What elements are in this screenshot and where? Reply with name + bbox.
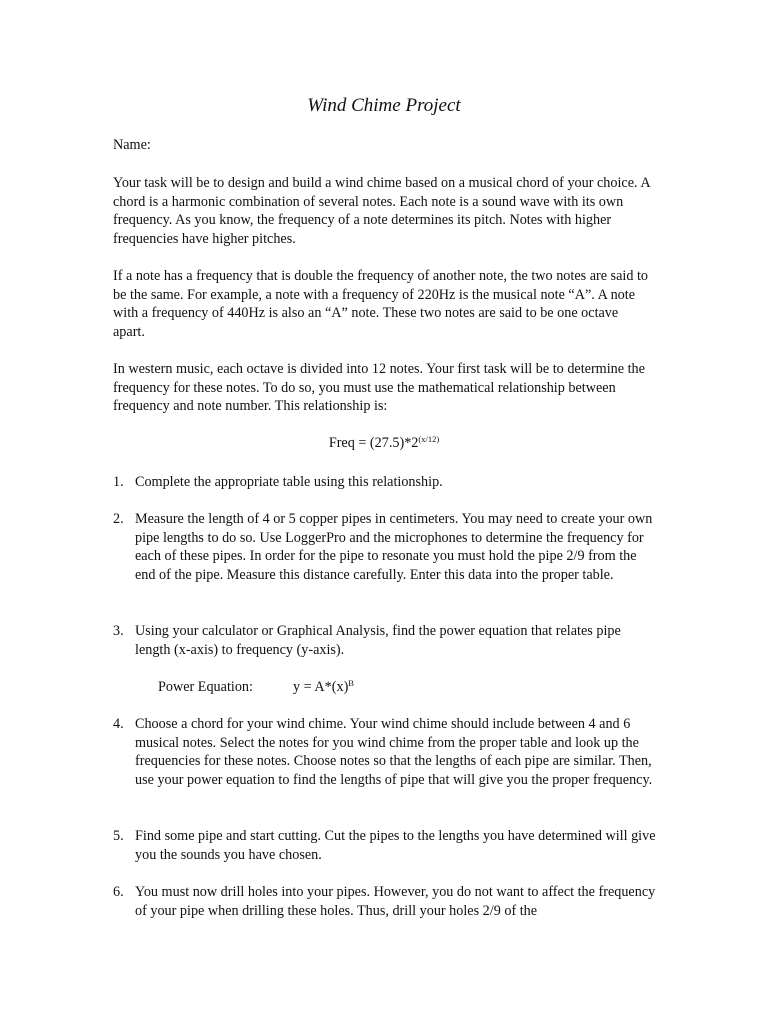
list-item-number: 4. xyxy=(113,716,124,732)
power-equation-exponent: B xyxy=(348,678,354,688)
list-item-text: Measure the length of 4 or 5 copper pipes in centimeters. You may need to create your own pipe lengths to do so. Use LoggerPro and the microphones to determine the frequency for each of these pipes. In order for the pipe to resonate you must hold the pipe 2/9 from the end of the pipe. Measure this distance carefully. Enter this data into the proper table. xyxy=(135,511,653,583)
list-item-text: Complete the appropriate table using this relationship. xyxy=(135,474,443,490)
list-item-number: 3. xyxy=(113,623,124,639)
power-equation-base: y = A*(x) xyxy=(293,679,349,695)
list-item xyxy=(113,473,658,492)
list-item-text: Find some pipe and start cutting. Cut the pipes to the lengths you have determined will give you the sounds you have chosen. xyxy=(135,828,656,863)
formula-exponent: (x/12) xyxy=(418,434,440,444)
list-item-number: 1. xyxy=(113,474,124,490)
formula-base: Freq = (27.5)*2 xyxy=(328,435,419,451)
power-equation-label: Power Equation: xyxy=(158,679,253,695)
frequency-formula xyxy=(0,434,768,453)
list-item-text: You must now drill holes into your pipes. However, you do not want to affect the frequency of your pipe when drilling these holes. Thus, drill your holes 2/9 of the xyxy=(135,884,656,919)
intro-paragraph: Your task will be to design and build a wind chime based on a musical chord of your choice. A chord is a harmonic combination of several notes. Each note is a sound wave with its own frequency. As you know, the frequency of a note determines its pitch. Notes with higher frequencies have higher pitches. xyxy=(113,175,650,247)
name-field-label: Name: xyxy=(113,137,151,153)
list-item xyxy=(113,622,658,659)
list-item-text: Choose a chord for your wind chime. Your wind chime should include between 4 and 6 musical notes. Select the notes for you wind chime from the proper table and look up the frequencies for these notes. Choose notes so that the lengths of each pipe are similar. Then, use your power equation to find the lengths of pipe that will give you the proper frequency. xyxy=(135,716,653,788)
list-item-text: Using your calculator or Graphical Analysis, find the power equation that relates pipe length (x-axis) to frequency (y-axis). xyxy=(135,623,621,658)
list-item-number: 2. xyxy=(113,511,124,527)
document-title: Wind Chime Project xyxy=(307,95,461,116)
power-equation xyxy=(158,678,558,697)
list-item xyxy=(113,883,658,920)
list-item xyxy=(113,827,658,864)
list-item xyxy=(113,510,658,584)
list-item xyxy=(113,715,658,789)
list-item-number: 5. xyxy=(113,828,124,844)
octave-paragraph: If a note has a frequency that is double the frequency of another note, the two notes are said to be the same. For example, a note with a frequency of 220Hz is the musical note “A”. A note with a frequency of 440Hz is also an “A” note. These two notes are said to be one octave apart. xyxy=(113,268,648,340)
list-item-number: 6. xyxy=(113,884,124,900)
western-music-paragraph: In western music, each octave is divided into 12 notes. Your first task will be to determine the frequency for these notes. To do so, you must use the mathematical relationship between frequency and note number. This relationship is: xyxy=(113,361,645,415)
